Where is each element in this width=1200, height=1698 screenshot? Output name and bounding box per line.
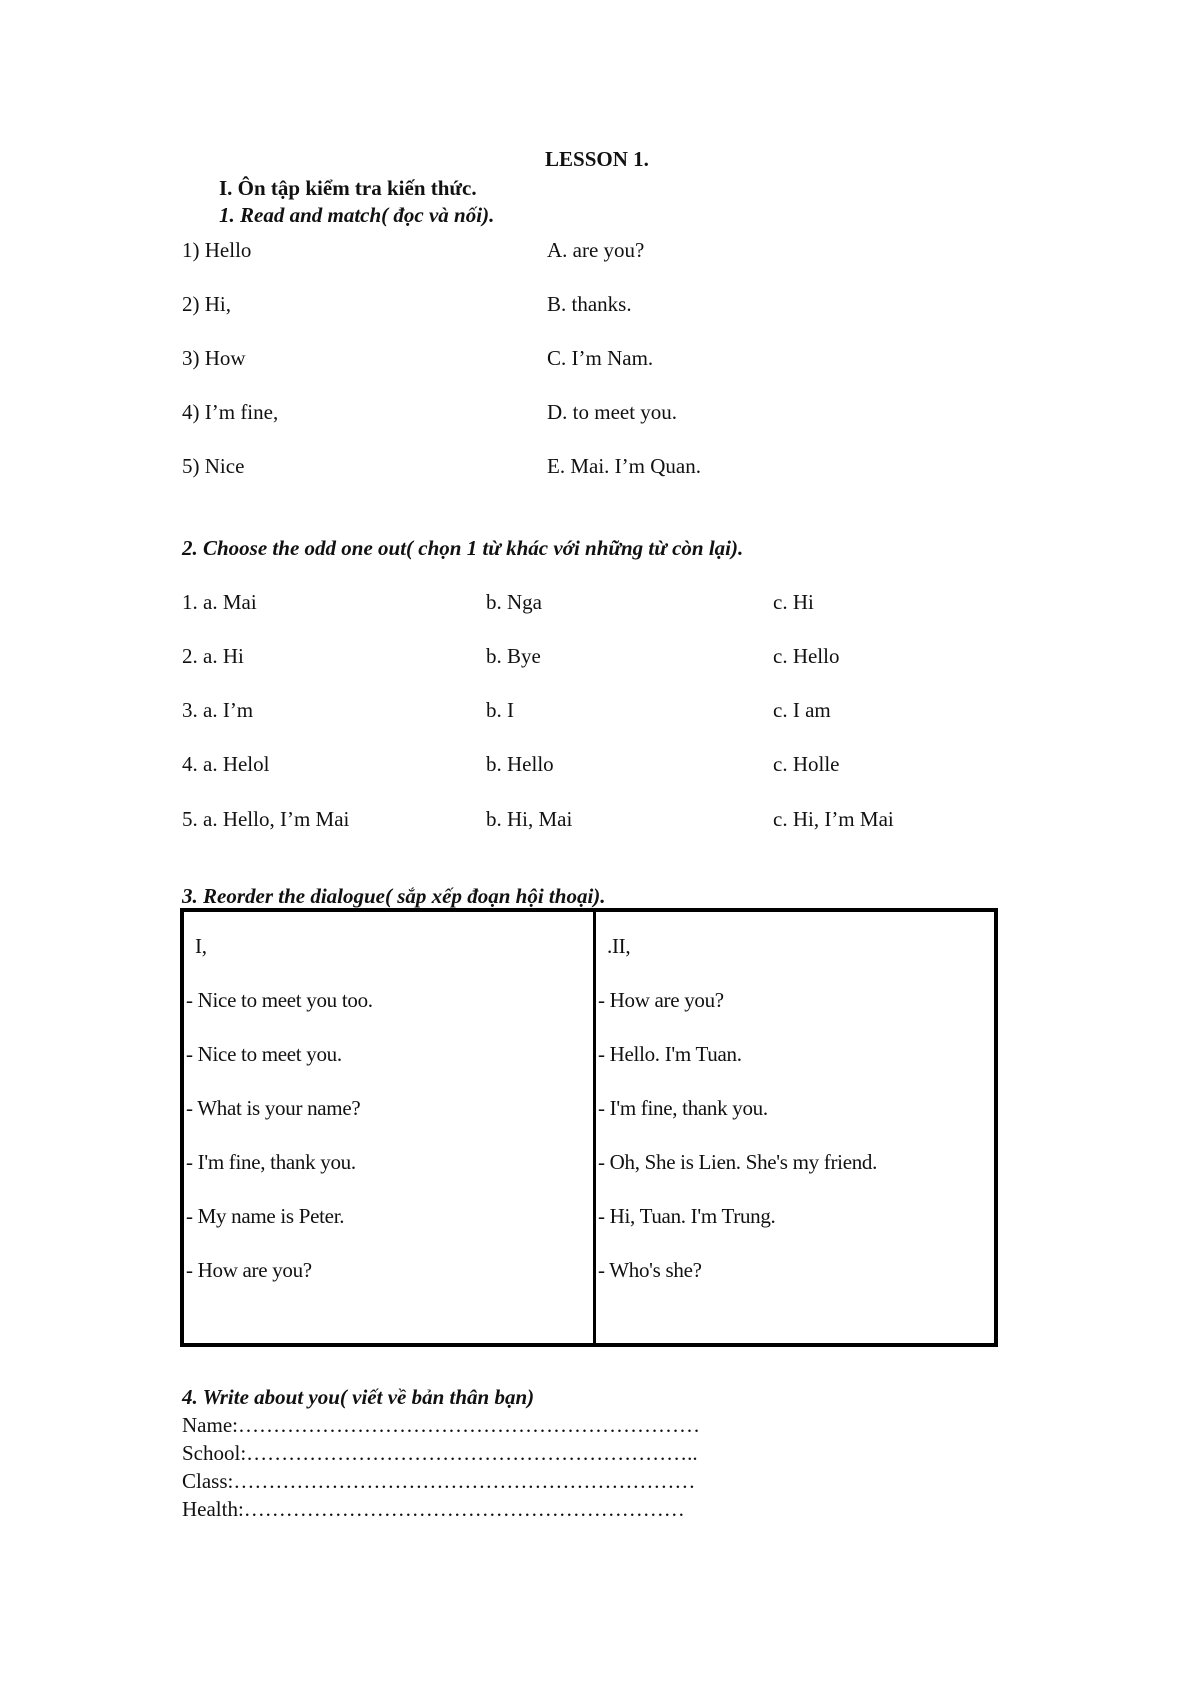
match-right-b: B. thanks. bbox=[547, 292, 632, 316]
odd-row-3-c: c. I am bbox=[773, 698, 831, 722]
odd-row-2-a: 2. a. Hi bbox=[182, 644, 244, 668]
col1-line-4: - I'm fine, thank you. bbox=[186, 1150, 356, 1174]
section-title: I. Ôn tập kiểm tra kiến thức. bbox=[219, 176, 477, 200]
exercise-1-heading: 1. Read and match( đọc và nối). bbox=[219, 203, 495, 227]
odd-row-1-c: c. Hi bbox=[773, 590, 814, 614]
dialogue-table bbox=[180, 908, 998, 1347]
exercise-4-heading: 4. Write about you( viết về bản thân bạn) bbox=[182, 1385, 535, 1409]
col1-line-1: - Nice to meet you too. bbox=[186, 988, 373, 1012]
col2-line-6: - Who's she? bbox=[598, 1258, 702, 1282]
odd-row-3-a: 3. a. I’m bbox=[182, 698, 254, 722]
col1-line-3: - What is your name? bbox=[186, 1096, 361, 1120]
col2-line-2: - Hello. I'm Tuan. bbox=[598, 1042, 742, 1066]
odd-row-4-a: 4. a. Helol bbox=[182, 752, 270, 776]
col1-line-5: - My name is Peter. bbox=[186, 1204, 345, 1228]
match-right-c: C. I’m Nam. bbox=[547, 346, 654, 370]
lesson-title: LESSON 1. bbox=[545, 147, 649, 171]
match-right-e: E. Mai. I’m Quan. bbox=[547, 454, 701, 478]
odd-row-2-c: c. Hello bbox=[773, 644, 840, 668]
col1-label: I, bbox=[195, 934, 207, 958]
match-left-3: 3) How bbox=[182, 346, 246, 370]
col1-line-6: - How are you? bbox=[186, 1258, 312, 1282]
col1-line-2: - Nice to meet you. bbox=[186, 1042, 342, 1066]
odd-row-1-b: b. Nga bbox=[486, 590, 542, 614]
exercise-2-heading: 2. Choose the odd one out( chọn 1 từ khác với những từ còn lại). bbox=[182, 536, 744, 560]
odd-row-5-a: 5. a. Hello, I’m Mai bbox=[182, 807, 350, 831]
col2-line-5: - Hi, Tuan. I'm Trung. bbox=[598, 1204, 776, 1228]
match-right-d: D. to meet you. bbox=[547, 400, 678, 424]
match-left-5: 5) Nice bbox=[182, 454, 245, 478]
field-school: School:……………………………………………………….. bbox=[182, 1441, 698, 1465]
exercise-3-heading: 3. Reorder the dialogue( sắp xếp đoạn hội thoại). bbox=[182, 884, 606, 908]
odd-row-4-b: b. Hello bbox=[486, 752, 554, 776]
odd-row-2-b: b. Bye bbox=[486, 644, 541, 668]
odd-row-5-c: c. Hi, I’m Mai bbox=[773, 807, 894, 831]
field-class: Class:………………………………………………………… bbox=[182, 1469, 696, 1493]
odd-row-4-c: c. Holle bbox=[773, 752, 840, 776]
odd-row-3-b: b. I bbox=[486, 698, 514, 722]
table-divider bbox=[593, 912, 596, 1343]
field-name: Name:………………………………………………………… bbox=[182, 1413, 700, 1437]
col2-label: .II, bbox=[607, 934, 631, 958]
odd-row-5-b: b. Hi, Mai bbox=[486, 807, 573, 831]
field-health: Health:……………………………………………………… bbox=[182, 1497, 685, 1521]
match-left-1: 1) Hello bbox=[182, 238, 252, 262]
match-right-a: A. are you? bbox=[547, 238, 645, 262]
match-left-2: 2) Hi, bbox=[182, 292, 231, 316]
odd-row-1-a: 1. a. Mai bbox=[182, 590, 257, 614]
match-left-4: 4) I’m fine, bbox=[182, 400, 279, 424]
col2-line-4: - Oh, She is Lien. She's my friend. bbox=[598, 1150, 878, 1174]
col2-line-1: - How are you? bbox=[598, 988, 724, 1012]
col2-line-3: - I'm fine, thank you. bbox=[598, 1096, 768, 1120]
